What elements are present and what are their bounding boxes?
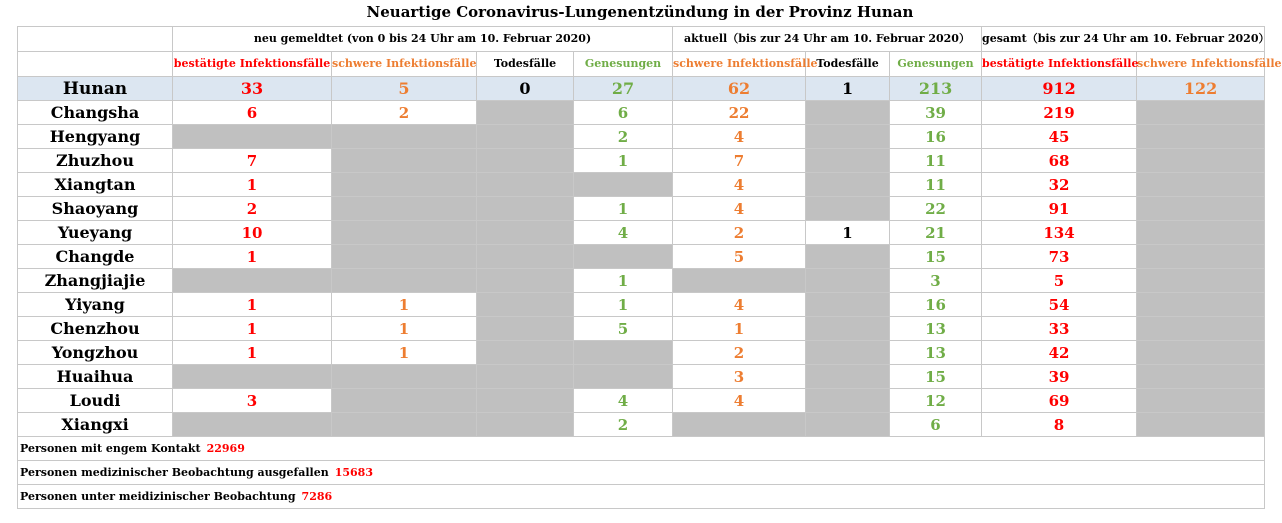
empty-cell xyxy=(173,269,332,293)
value-cell: 33 xyxy=(173,77,332,101)
value-cell: 2 xyxy=(673,341,806,365)
value-cell: 5 xyxy=(332,77,477,101)
empty-cell xyxy=(477,125,574,149)
footer-cell xyxy=(18,461,1265,485)
empty-cell xyxy=(1137,293,1265,317)
sub-header-deaths-new: Todesfälle xyxy=(477,52,574,77)
value-cell: 11 xyxy=(890,173,982,197)
value-cell: 13 xyxy=(890,317,982,341)
empty-cell xyxy=(574,365,673,389)
value-cell: 0 xyxy=(477,77,574,101)
table-row xyxy=(18,173,1265,197)
value-cell: 1 xyxy=(173,317,332,341)
footer-label: Personen medizinischer Beobachtung ausgefallen xyxy=(20,465,329,479)
value-cell: 122 xyxy=(1137,77,1265,101)
empty-cell xyxy=(332,173,477,197)
table-row xyxy=(18,221,1265,245)
value-cell: 7 xyxy=(173,149,332,173)
value-cell: 27 xyxy=(574,77,673,101)
empty-cell xyxy=(332,197,477,221)
empty-cell xyxy=(173,413,332,437)
empty-cell xyxy=(673,413,806,437)
value-cell: 39 xyxy=(982,365,1137,389)
group-header-total: gesamt（bis zur 24 Uhr am 10. Februar 2020） xyxy=(982,27,1265,52)
table-row xyxy=(18,293,1265,317)
empty-cell xyxy=(806,149,890,173)
region-name: Xiangxi xyxy=(18,413,173,437)
group-header-row xyxy=(18,27,1265,52)
value-cell: 68 xyxy=(982,149,1137,173)
province-total-row xyxy=(18,77,1265,101)
empty-cell xyxy=(806,341,890,365)
footer-cell xyxy=(18,485,1265,509)
empty-cell xyxy=(477,389,574,413)
group-header-new: neu gemeldtet (von 0 bis 24 Uhr am 10. Februar 2020) xyxy=(173,27,673,52)
value-cell: 8 xyxy=(982,413,1137,437)
sub-header-severe-total: schwere Infektionsfälle xyxy=(1137,52,1265,77)
empty-cell xyxy=(332,125,477,149)
value-cell: 1 xyxy=(173,341,332,365)
value-cell: 4 xyxy=(673,197,806,221)
empty-cell xyxy=(806,245,890,269)
empty-cell xyxy=(332,245,477,269)
region-name: Yueyang xyxy=(18,221,173,245)
empty-cell xyxy=(1137,173,1265,197)
value-cell: 15 xyxy=(890,365,982,389)
empty-cell xyxy=(1137,245,1265,269)
value-cell: 2 xyxy=(574,413,673,437)
value-cell: 13 xyxy=(890,341,982,365)
footer-label: Personen mit engem Kontakt xyxy=(20,441,201,455)
value-cell: 32 xyxy=(982,173,1137,197)
value-cell: 11 xyxy=(890,149,982,173)
region-name: Hunan xyxy=(18,77,173,101)
empty-cell xyxy=(332,221,477,245)
value-cell: 10 xyxy=(173,221,332,245)
value-cell: 54 xyxy=(982,293,1137,317)
empty-cell xyxy=(477,197,574,221)
footer-row xyxy=(18,437,1265,461)
empty-cell xyxy=(477,293,574,317)
empty-cell xyxy=(477,269,574,293)
value-cell: 42 xyxy=(982,341,1137,365)
value-cell: 15 xyxy=(890,245,982,269)
value-cell: 219 xyxy=(982,101,1137,125)
value-cell: 16 xyxy=(890,125,982,149)
value-cell: 1 xyxy=(806,77,890,101)
value-cell: 1 xyxy=(574,197,673,221)
table-row xyxy=(18,197,1265,221)
region-name: Hengyang xyxy=(18,125,173,149)
empty-cell xyxy=(332,389,477,413)
value-cell: 1 xyxy=(332,317,477,341)
value-cell: 2 xyxy=(332,101,477,125)
empty-cell xyxy=(1137,269,1265,293)
value-cell: 134 xyxy=(982,221,1137,245)
value-cell: 1 xyxy=(332,341,477,365)
table-row xyxy=(18,365,1265,389)
empty-cell xyxy=(1137,365,1265,389)
empty-cell xyxy=(1137,197,1265,221)
table-row xyxy=(18,389,1265,413)
empty-cell xyxy=(173,125,332,149)
empty-cell xyxy=(477,245,574,269)
empty-cell xyxy=(806,269,890,293)
sub-header-confirmed-total: bestätigte Infektionsfälle xyxy=(982,52,1137,77)
empty-cell xyxy=(477,341,574,365)
empty-cell xyxy=(574,173,673,197)
value-cell: 3 xyxy=(173,389,332,413)
empty-cell xyxy=(806,293,890,317)
region-name: Loudi xyxy=(18,389,173,413)
empty-cell xyxy=(477,101,574,125)
empty-cell xyxy=(673,269,806,293)
empty-cell xyxy=(806,389,890,413)
value-cell: 1 xyxy=(173,293,332,317)
value-cell: 3 xyxy=(890,269,982,293)
value-cell: 39 xyxy=(890,101,982,125)
empty-cell xyxy=(1137,101,1265,125)
value-cell: 1 xyxy=(332,293,477,317)
value-cell: 73 xyxy=(982,245,1137,269)
region-name: Shaoyang xyxy=(18,197,173,221)
value-cell: 1 xyxy=(173,173,332,197)
value-cell: 4 xyxy=(574,221,673,245)
value-cell: 2 xyxy=(173,197,332,221)
empty-cell xyxy=(806,365,890,389)
empty-cell xyxy=(477,413,574,437)
empty-cell xyxy=(1137,341,1265,365)
empty-cell xyxy=(477,221,574,245)
value-cell: 213 xyxy=(890,77,982,101)
value-cell: 2 xyxy=(673,221,806,245)
value-cell: 21 xyxy=(890,221,982,245)
value-cell: 22 xyxy=(673,101,806,125)
value-cell: 1 xyxy=(574,269,673,293)
value-cell: 12 xyxy=(890,389,982,413)
value-cell: 4 xyxy=(673,173,806,197)
empty-cell xyxy=(1137,389,1265,413)
footer-value: 15683 xyxy=(334,465,373,479)
table-row xyxy=(18,125,1265,149)
value-cell: 6 xyxy=(890,413,982,437)
empty-cell xyxy=(806,413,890,437)
corner-cell xyxy=(18,27,173,52)
value-cell: 4 xyxy=(673,125,806,149)
value-cell: 1 xyxy=(673,317,806,341)
value-cell: 1 xyxy=(574,293,673,317)
region-name: Zhangjiajie xyxy=(18,269,173,293)
value-cell: 4 xyxy=(574,389,673,413)
empty-cell xyxy=(477,365,574,389)
footer-cell xyxy=(18,437,1265,461)
table-row xyxy=(18,245,1265,269)
empty-cell xyxy=(1137,149,1265,173)
value-cell: 2 xyxy=(574,125,673,149)
table-row xyxy=(18,317,1265,341)
empty-cell xyxy=(574,245,673,269)
value-cell: 3 xyxy=(673,365,806,389)
empty-cell xyxy=(806,317,890,341)
value-cell: 912 xyxy=(982,77,1137,101)
region-name: Chenzhou xyxy=(18,317,173,341)
empty-cell xyxy=(332,149,477,173)
sub-header-recovered-new: Genesungen xyxy=(574,52,673,77)
empty-cell xyxy=(332,269,477,293)
value-cell: 1 xyxy=(806,221,890,245)
value-cell: 33 xyxy=(982,317,1137,341)
table-row xyxy=(18,101,1265,125)
value-cell: 62 xyxy=(673,77,806,101)
value-cell: 5 xyxy=(673,245,806,269)
empty-cell xyxy=(1137,125,1265,149)
value-cell: 5 xyxy=(982,269,1137,293)
empty-cell xyxy=(173,365,332,389)
sub-header-confirmed-new: bestätigte Infektionsfälle xyxy=(173,52,332,77)
value-cell: 1 xyxy=(574,149,673,173)
region-name: Xiangtan xyxy=(18,173,173,197)
empty-cell xyxy=(477,317,574,341)
sub-header-row xyxy=(18,52,1265,77)
table-row xyxy=(18,149,1265,173)
empty-cell xyxy=(332,365,477,389)
empty-cell xyxy=(1137,221,1265,245)
value-cell: 16 xyxy=(890,293,982,317)
empty-cell xyxy=(332,413,477,437)
empty-cell xyxy=(806,173,890,197)
value-cell: 5 xyxy=(574,317,673,341)
region-name: Yiyang xyxy=(18,293,173,317)
table-row xyxy=(18,269,1265,293)
value-cell: 91 xyxy=(982,197,1137,221)
region-name: Changde xyxy=(18,245,173,269)
footer-row xyxy=(18,461,1265,485)
empty-cell xyxy=(806,101,890,125)
value-cell: 45 xyxy=(982,125,1137,149)
group-header-current: aktuell（bis zur 24 Uhr am 10. Februar 2020） xyxy=(673,27,982,52)
empty-cell xyxy=(574,341,673,365)
hunan-case-table xyxy=(17,26,1282,509)
sub-header-deaths-current: Todesfälle xyxy=(806,52,890,77)
region-name: Zhuzhou xyxy=(18,149,173,173)
value-cell: 6 xyxy=(173,101,332,125)
footer-label: Personen unter meidizinischer Beobachtung xyxy=(20,489,296,503)
sub-header-recovered-current: Genesungen xyxy=(890,52,982,77)
page-title: Neuartige Coronavirus-Lungenentzündung in der Provinz Hunan xyxy=(366,3,914,21)
sub-header-severe-current: schwere Infektionsfälle xyxy=(673,52,806,77)
footer-row xyxy=(18,485,1265,509)
empty-cell xyxy=(806,125,890,149)
value-cell: 4 xyxy=(673,389,806,413)
sub-header-severe-new: schwere Infektionsfälle xyxy=(332,52,477,77)
region-name: Changsha xyxy=(18,101,173,125)
value-cell: 22 xyxy=(890,197,982,221)
empty-cell xyxy=(477,173,574,197)
value-cell: 1 xyxy=(173,245,332,269)
empty-cell xyxy=(806,197,890,221)
value-cell: 6 xyxy=(574,101,673,125)
region-name: Huaihua xyxy=(18,365,173,389)
value-cell: 69 xyxy=(982,389,1137,413)
footer-value: 7286 xyxy=(301,489,333,503)
footer-value: 22969 xyxy=(206,441,245,455)
value-cell: 7 xyxy=(673,149,806,173)
empty-cell xyxy=(1137,413,1265,437)
region-name: Yongzhou xyxy=(18,341,173,365)
empty-cell xyxy=(477,149,574,173)
table-row xyxy=(18,413,1265,437)
value-cell: 4 xyxy=(673,293,806,317)
table-row xyxy=(18,341,1265,365)
empty-cell xyxy=(1137,317,1265,341)
sub-header-blank xyxy=(18,52,173,77)
